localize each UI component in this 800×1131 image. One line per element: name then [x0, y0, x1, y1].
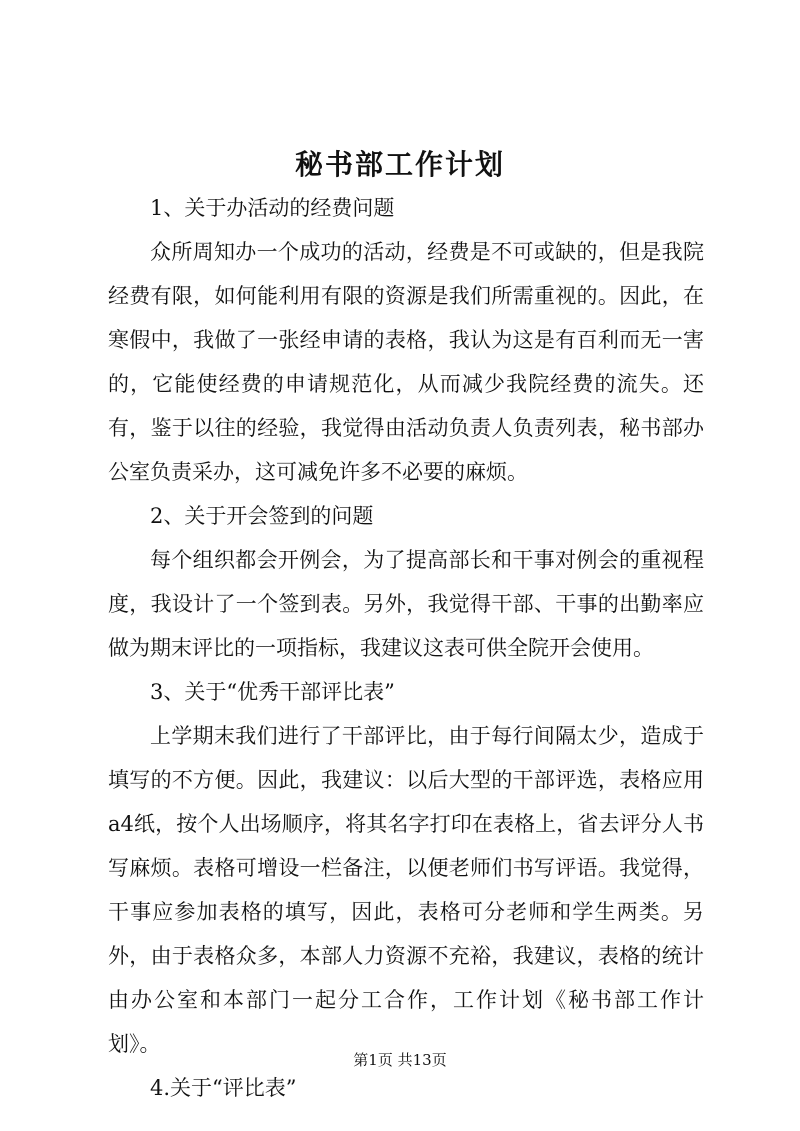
document-body — [108, 186, 704, 1110]
section-heading-3: 3、关于“优秀干部评比表” — [150, 680, 395, 704]
section-paragraph-3: 上学期末我们进行了干部评比，由于每行间隔太少，造成于填写的不方便。因此，我建议：以后大型的干部评选，表格应用a4纸，按个人出场顺序，将其名字打印在表格上，省去评分人书写麻烦。表格可增设一栏备注，以便老师们书写评语。我觉得，干事应参加表格的填写，因此，表格可分老师和学生两类。另外，由于表格众多，本部人力资源不充裕，我建议，表格的统计由办公室和本部门一起分工合作，工作计划《秘书部工作计划》。 — [108, 724, 704, 1056]
section-heading-4: 4.关于“评比表” — [150, 1076, 297, 1100]
section-paragraph-2: 每个组织都会开例会，为了提高部长和干事对例会的重视程度，我设计了一个签到表。另外，我觉得干部、干事的出勤率应做为期末评比的一项指标，我建议这表可供全院开会使用。 — [108, 548, 704, 660]
document-title: 秘书部工作计划 — [294, 148, 505, 181]
section-paragraph-1: 众所周知办一个成功的活动，经费是不可或缺的，但是我院经费有限，如何能利用有限的资源是我们所需重视的。因此，在寒假中，我做了一张经申请的表格，我认为这是有百利而无一害的，它能使经费的申请规范化，从而减少我院经费的流失。还有，鉴于以往的经验，我觉得由活动负责人负责列表，秘书部办公室负责采办，这可减免许多不必要的麻烦。 — [108, 240, 704, 484]
page-footer: 第1页 共13页 — [353, 1051, 447, 1069]
section-heading-1: 1、关于办活动的经费问题 — [150, 196, 395, 220]
section-heading-2: 2、关于开会签到的问题 — [150, 504, 374, 528]
